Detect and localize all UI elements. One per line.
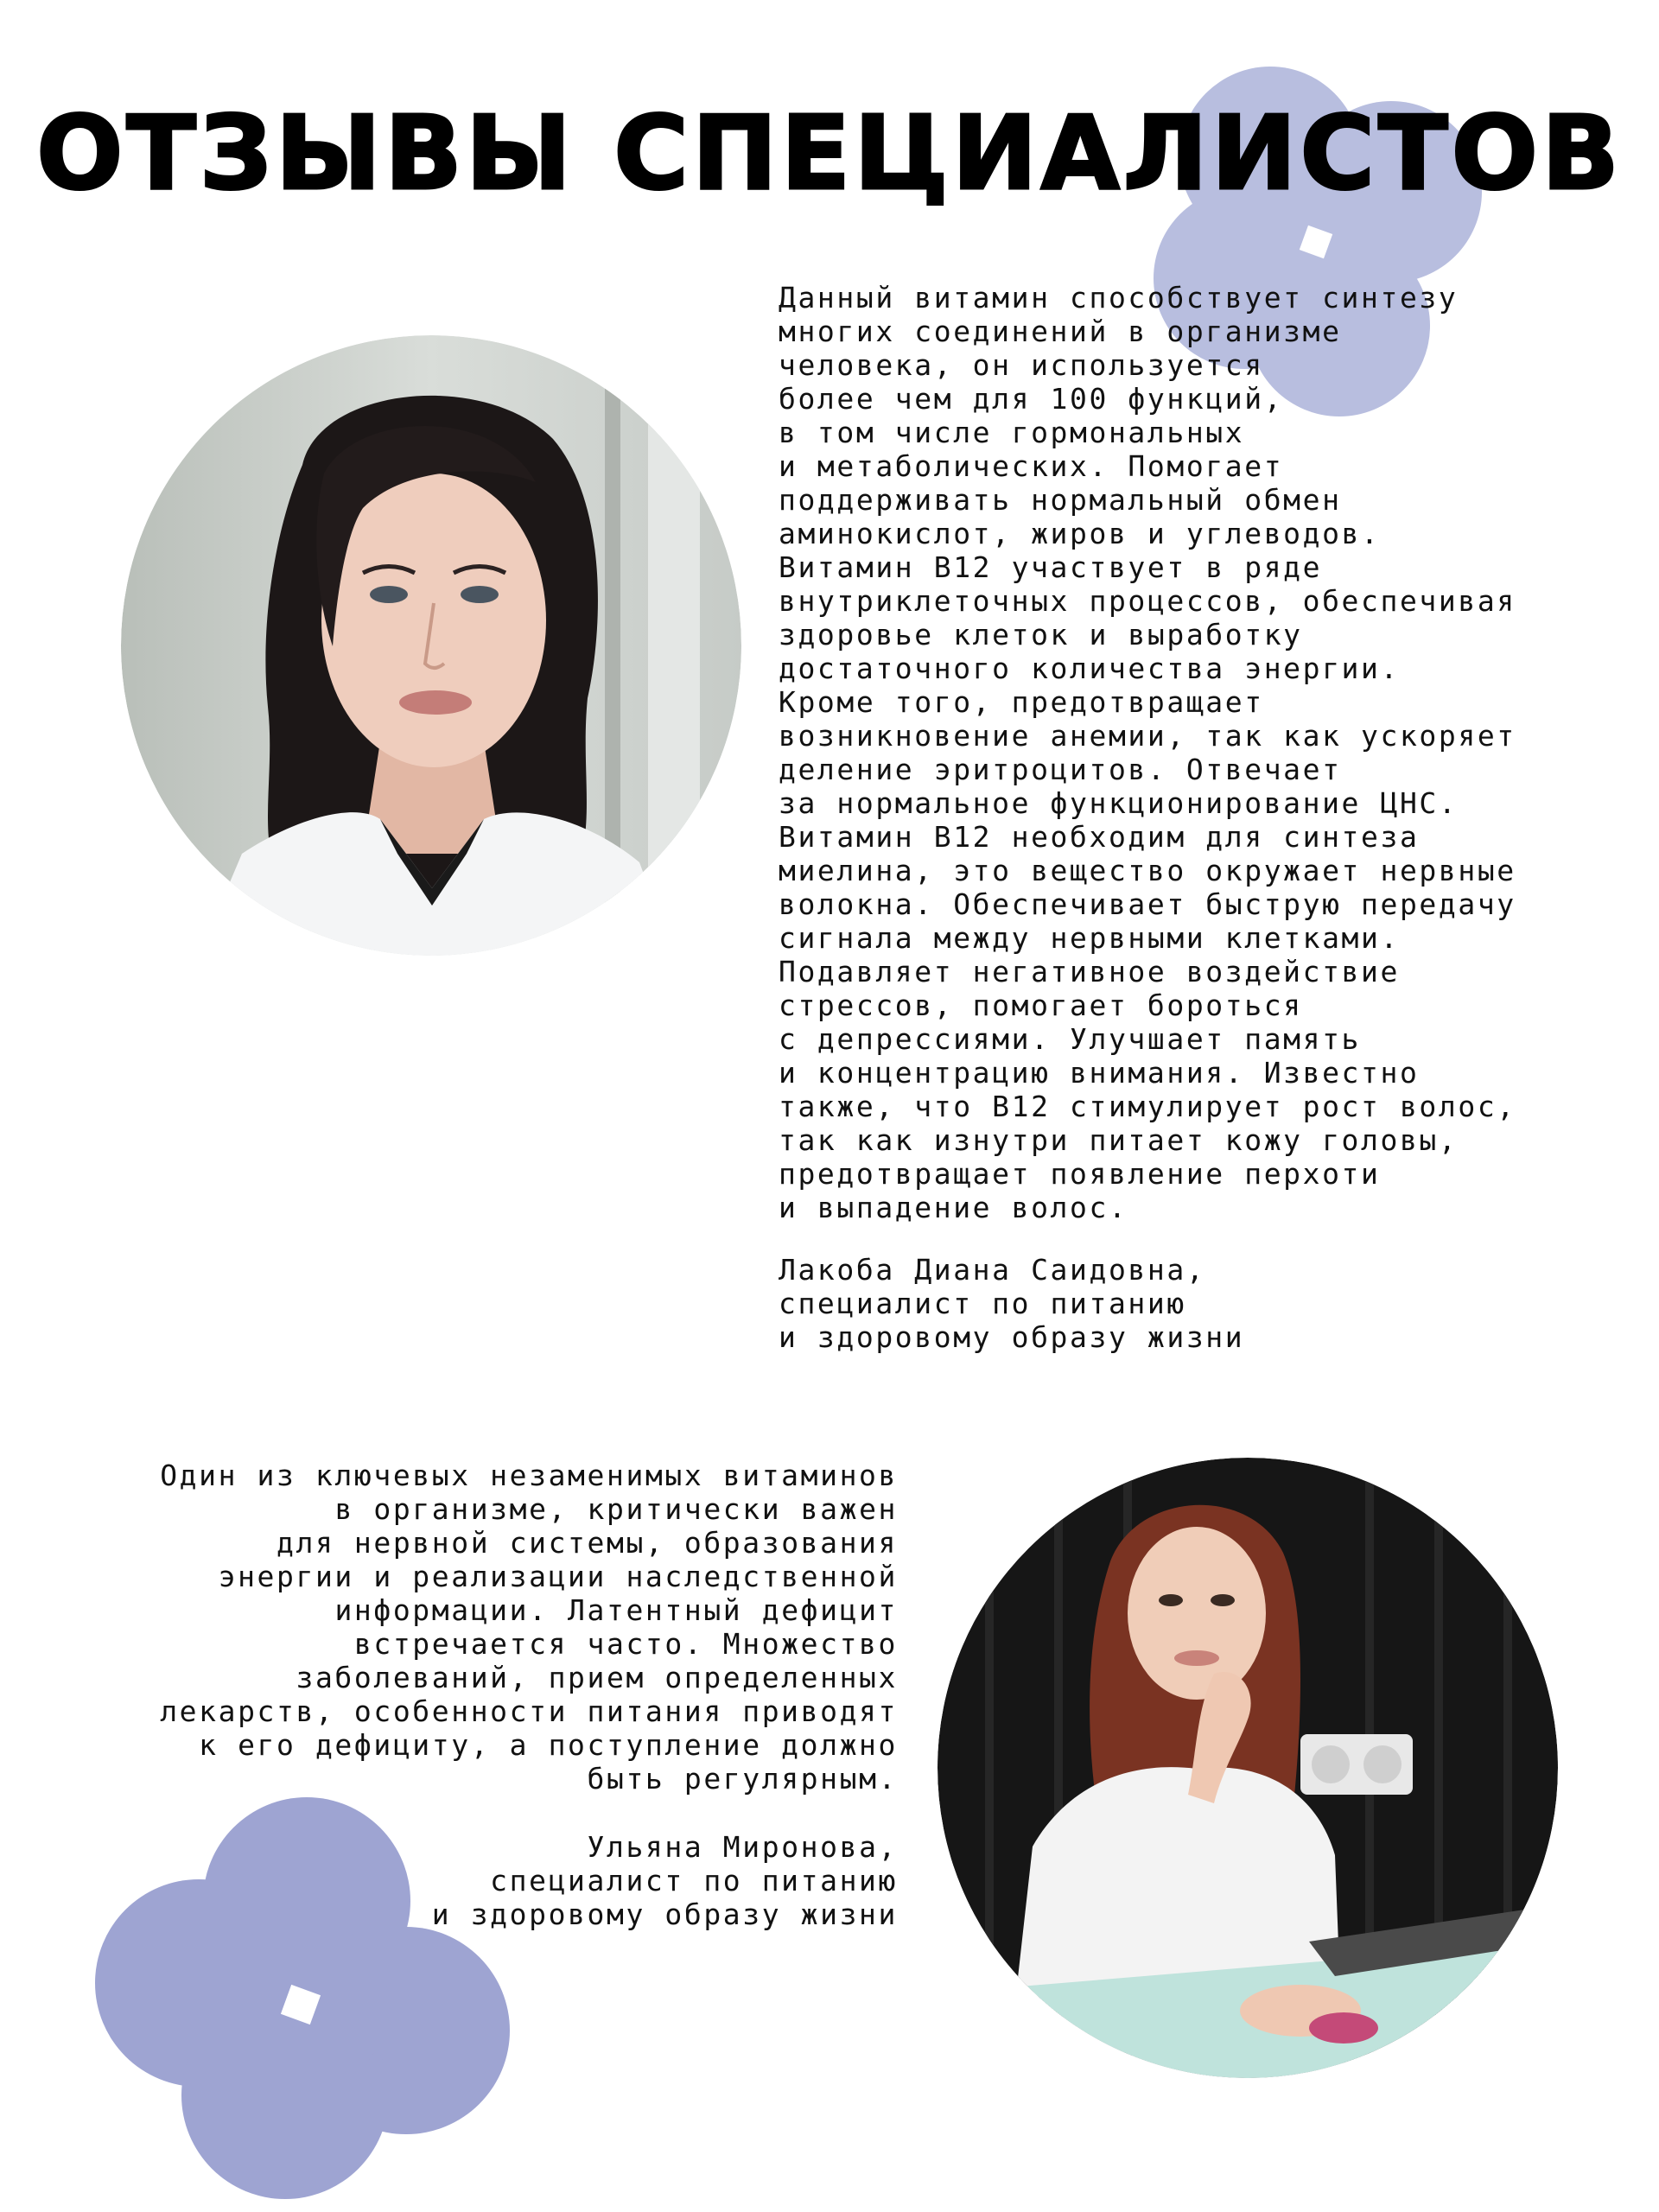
review-1-author: Лакоба Диана Саидовна, специалист по питанию и здоровому образу жизни [779, 1253, 1245, 1354]
review-2-author: Ульяна Миронова, специалист по питанию и здоровому образу жизни [431, 1830, 898, 1931]
specialist-photo-1 [121, 335, 741, 956]
review-1-text: Данный витамин способствует синтезу многих соединений в организме человека, он используется более чем для 100 функций, в том числе гормональных и метаболических. Помогает поддерживать нормальный обмен аминокислот, жиров и углеводов. Витамин B12 участвует в ряде внутриклеточных процессов, обеспечивая здоровье клеток и выработку достаточного количества энергии. Кроме того, предотвращает возникновение анемии, так как ускоряет деление эритроцитов. Отвечает за нормальное функционирование ЦНС. Витамин B12 необходим для синтеза миелина, это вещество окружает нервные волокна. Обеспечивает быструю передачу сигнала между нервными клетками. Подавляет негативное воздействие стрессов, помогает бороться с депрессиями. Улучшает память и концентрацию внимания. Известно также, что B12 стимулирует рост волос, так как изнутри питает кожу головы, предотвращает появление перхоти и выпадение волос. [779, 281, 1516, 1224]
specialist-photo-2 [938, 1458, 1558, 2078]
review-2-text: Один из ключевых незаменимых витаминов в организме, критически важен для нервной системы, образования энергии и реализации наследственной информации. Латентный дефицит встречается часто. Множество заболеваний, прием определенных лекарств, особенности питания приводят к его дефициту, а поступление должно быть регулярным. [160, 1459, 898, 1796]
page-title: ОТЗЫВЫ СПЕЦИАЛИСТОВ [36, 93, 1623, 213]
